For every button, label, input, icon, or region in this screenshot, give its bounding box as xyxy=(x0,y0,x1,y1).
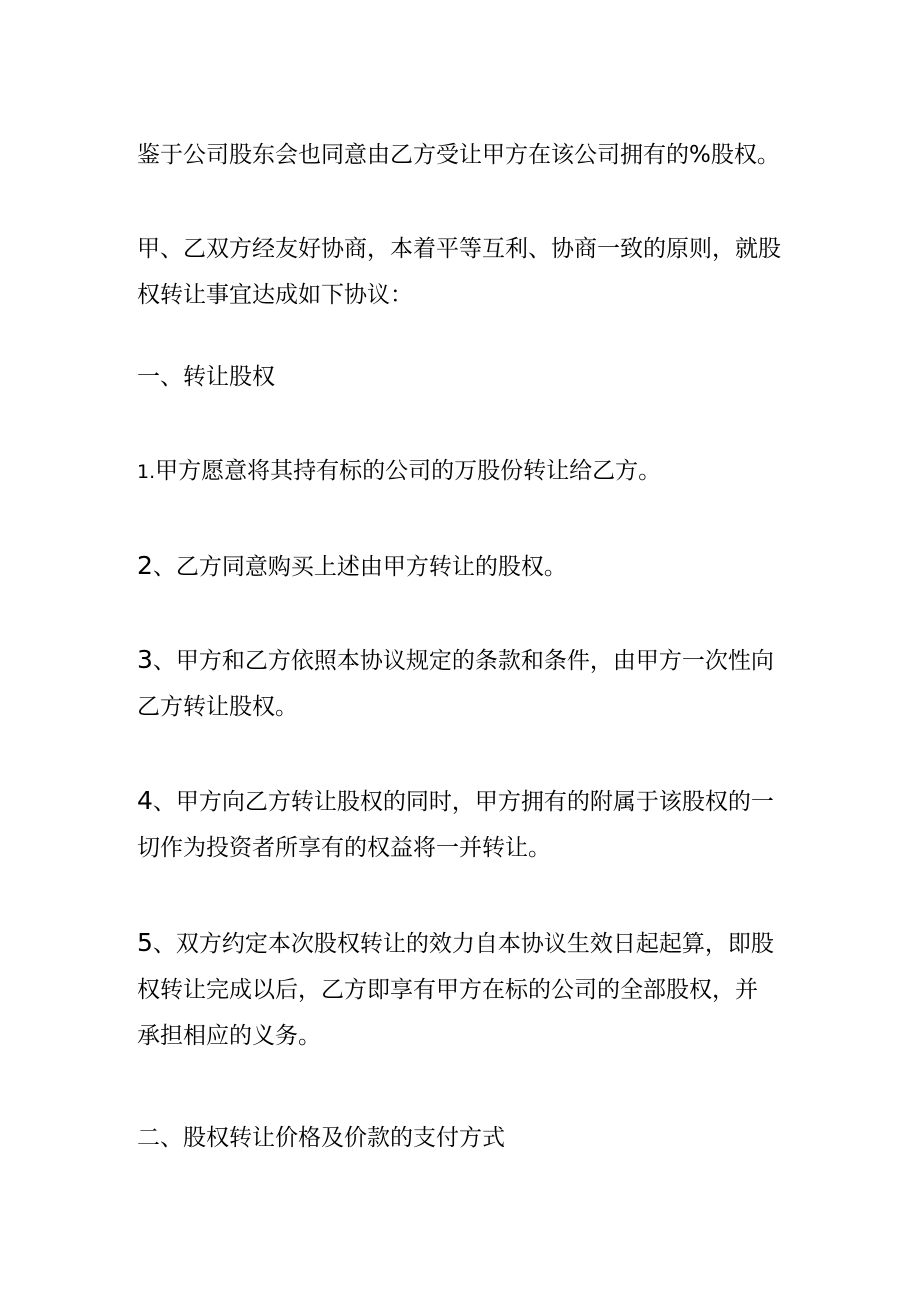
text-line xyxy=(137,543,787,590)
clause-text: 甲方愿意将其持有标的公司的万股份转让给乙方。 xyxy=(155,458,662,484)
clause-2 xyxy=(137,543,787,590)
text-line: 权转让事宜达成如下协议： xyxy=(137,282,413,308)
clause-3 xyxy=(137,637,787,730)
clause-text: 、乙方同意购买上述由甲方转让的股权。 xyxy=(152,554,567,580)
clause-number: 2 xyxy=(137,551,153,580)
text-line xyxy=(137,448,787,495)
clause-text: 、双方约定本次股权转让的效力自本协议生效日起起算，即股 xyxy=(152,931,774,957)
clause-number: 1. xyxy=(137,461,156,483)
clause-text: 、甲方向乙方转让股权的同时，甲方拥有的附属于该股权的一 xyxy=(152,789,774,815)
text-line: 鉴于公司股东会也同意由乙方受让甲方在该公司拥有的%股权。 xyxy=(137,142,780,168)
clause-1 xyxy=(137,448,787,495)
heading-text: 二、股权转让价格及价款的支付方式 xyxy=(137,1125,505,1151)
section-heading-2 xyxy=(137,1115,787,1161)
clause-text: 、甲方和乙方依照本协议规定的条款和条件，由甲方一次性向 xyxy=(152,648,774,674)
text-line: 乙方转让股权。 xyxy=(137,694,298,720)
clause-number: 4 xyxy=(137,786,153,815)
text-line: 甲、乙双方经友好协商，本着平等互利、协商一致的原则，就股 xyxy=(137,236,781,262)
paragraph-intro xyxy=(137,226,787,318)
text-line xyxy=(137,920,787,967)
text-line: 权转让完成以后，乙方即享有甲方在标的公司的全部股权，并 xyxy=(137,977,758,1003)
clause-5 xyxy=(137,920,787,1059)
clause-number: 5 xyxy=(137,928,153,957)
clause-number: 3 xyxy=(137,645,153,674)
text-line: 承担相应的义务。 xyxy=(137,1023,321,1049)
section-heading-1 xyxy=(137,354,787,400)
text-line xyxy=(137,778,787,825)
text-line xyxy=(137,637,787,684)
paragraph-recital xyxy=(137,132,787,178)
heading-text: 一、转让股权 xyxy=(137,364,275,390)
clause-4 xyxy=(137,778,787,871)
text-line: 切作为投资者所享有的权益将一并转让。 xyxy=(137,835,551,861)
